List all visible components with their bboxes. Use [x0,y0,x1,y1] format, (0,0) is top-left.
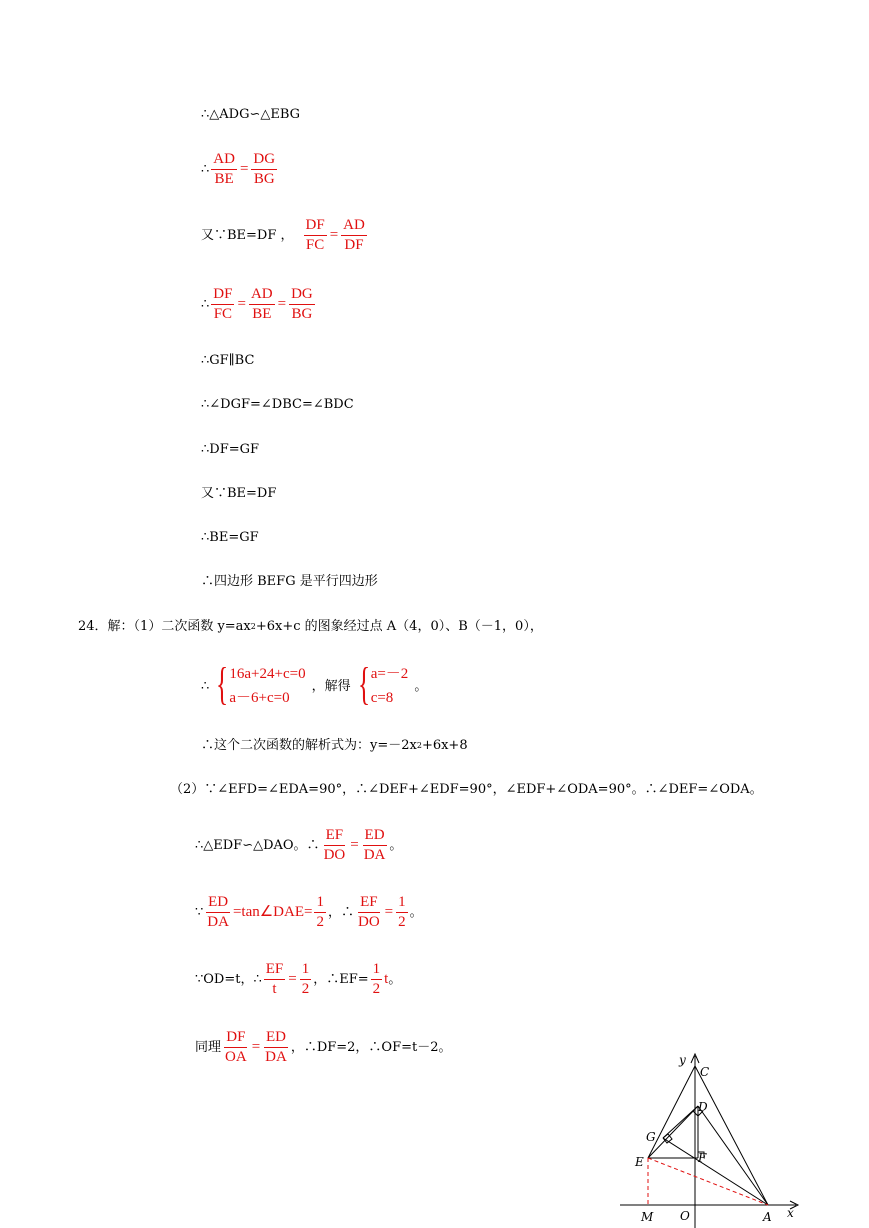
line-DA [698,1106,768,1205]
fraction: $\frac{ED}{DA}$ [363,827,386,863]
line-CE [648,1066,695,1158]
fraction: $\frac{DG}{BG}$ [291,286,313,322]
fraction: $\frac{AD}{BE}$ [213,151,235,187]
solution-system: { a=－2 c=8 [357,658,409,709]
fraction: $\frac{AD}{BE}$ [250,286,273,322]
proof-line-5: ∴GF∥BC [201,353,255,368]
fraction: $\frac{ED}{DA}$ [265,1029,287,1065]
q24-intro: 24．解：（1）二次函数 y=ax 2 +6x+c 的图象经过点 A（4，0）、B（－1，0）， [78,619,543,634]
proof-line-4: ∴ $\frac{DF}{FC}$ = $\frac{AD}{BE}$ = $\frac{DG}{BG}$ [201,286,313,322]
label-y: y [679,1053,686,1067]
label-D: D [698,1100,708,1114]
label-F: F [698,1151,707,1165]
q24-part2-line5: 同理 $\frac{DF}{OA}$ = $\frac{ED}{DA}$ ，∴DF=2，∴OF=t－2。 [195,1029,452,1065]
label-O: O [680,1209,690,1223]
fraction: $\frac{EF}{DO}$ [358,894,380,930]
proof-line-1 [201,108,300,121]
q24-part2-line2: ∴△EDF∽△DAO。∴ $\frac{EF}{DO}$ = $\frac{ED}{DA}$ 。 [195,827,403,863]
proof-line-9: ∴BE=GF [201,530,259,545]
fraction: $\frac{AD}{DF}$ [343,217,365,253]
proof-line-8: 又∵BE=DF [201,486,277,501]
label-M: M [641,1210,654,1224]
therefore-symbol: ∴ [201,162,210,177]
proof-line-6: ∴∠DGF=∠DBC=∠BDC [201,397,354,412]
fraction: $\frac{ED}{DA}$ [207,894,229,930]
proof-line-2: ∴ $\frac{AD}{BE}$ = $\frac{DG}{BG}$ [201,151,276,187]
fraction: $\frac{EF}{DO}$ [323,827,346,863]
label-A: A [763,1210,772,1224]
proof-line-3: 又∵BE=DF ， $\frac{DF}{FC}$ = $\frac{AD}{DF}$ [201,217,365,253]
line-CA [695,1066,768,1205]
fraction: $\frac{DF}{FC}$ [305,217,325,253]
q24-result: ∴这个二次函数的解析式为：y=－2x 2 +6x+8 [201,738,468,753]
geometry-figure [610,1048,810,1228]
fraction: $\frac{DF}{FC}$ [213,286,233,322]
line-GA [663,1138,768,1205]
q24-part2-line4: ∵OD=t，∴ $\frac{EF}{t}$ = $\frac{1}{2}$ ，∴EF= $\frac{1}{2}$ t 。 [195,961,402,997]
fraction: $\frac{1}{2}$ [316,894,324,930]
equation-system: { 16a+24+c=0 a－6+c=0 [216,658,306,709]
label-E: E [635,1155,644,1169]
q24-part2-line1: （2）∵∠EFD=∠EDA=90°，∴∠DEF+∠EDF=90°，∠EDF+∠ODA=90°。∴∠DEF=∠ODA。 [170,782,763,797]
label-G: G [646,1130,656,1144]
fraction: $\frac{DG}{BG}$ [253,151,276,187]
fraction: $\frac{1}{2}$ [398,894,406,930]
fraction: $\frac{DF}{OA}$ [225,1029,247,1065]
label-x: x [787,1206,794,1220]
fraction: $\frac{1}{2}$ [301,961,310,997]
fraction: $\frac{1}{2}$ [372,961,381,997]
q24-part2-line3: ∵ $\frac{ED}{DA}$ =tan∠DAE= $\frac{1}{2}$ ，∴ $\frac{EF}{DO}$ = $\frac{1}{2}$ 。 [195,894,423,930]
proof-line-10: ∴四边形 BEFG 是平行四边形 [201,574,378,589]
proof-line-7: ∴DF=GF [201,442,260,457]
proof-text: ∴△ADG∽△EBG [201,107,301,122]
q24-system: ∴ { 16a+24+c=0 a－6+c=0 ，解得 { a=－2 c=8 。 [201,658,428,709]
line-EA-dashed [648,1158,768,1205]
label-C: C [700,1065,710,1079]
fraction: $\frac{EF}{t}$ [265,961,284,997]
